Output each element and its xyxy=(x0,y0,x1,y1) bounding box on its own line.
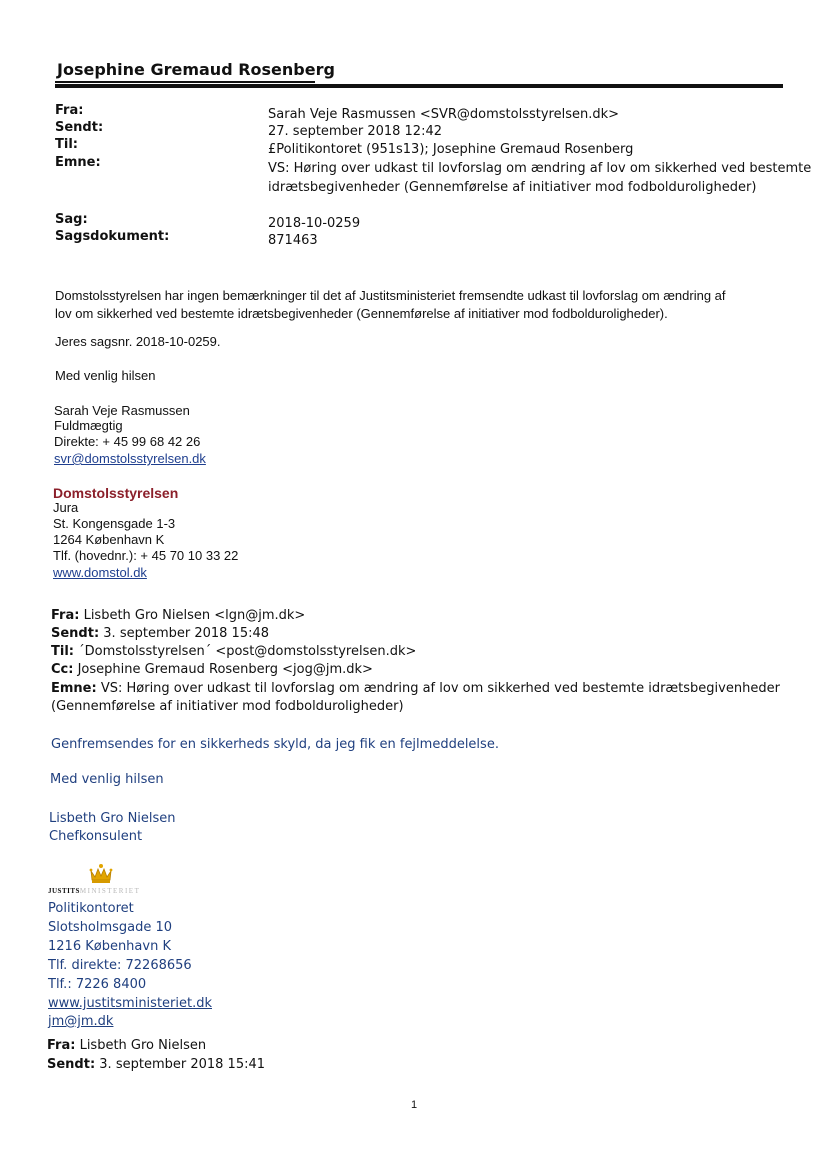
greeting: Med venlig hilsen xyxy=(55,368,156,383)
case-label: Sag: xyxy=(55,212,88,227)
forward-subject-line-1: Emne: VS: Høring over udkast til lovforslag om ændring af lov om sikkerhed ved bestemte idrætsbegivenheder xyxy=(51,681,780,696)
forward-greeting: Med venlig hilsen xyxy=(50,772,164,787)
forward-cc: Cc: Josephine Gremaud Rosenberg <jog@jm.dk> xyxy=(51,662,373,677)
forward-note: Genfremsendes for en sikkerheds skyld, da jeg fik en fejlmeddelelse. xyxy=(51,737,499,752)
forward-signature-name: Lisbeth Gro Nielsen xyxy=(49,811,176,826)
forward2-from: Fra: Lisbeth Gro Nielsen xyxy=(47,1038,207,1053)
organization-phone: Tlf. (hovednr.): + 45 70 10 33 22 xyxy=(53,548,239,563)
forward-to: Til: ´Domstolsstyrelsen´ <post@domstolsstyrelsen.dk> xyxy=(51,644,417,659)
forward-subject-line-2: (Gennemførelse af initiativer mod fodbolduroligheder) xyxy=(51,699,404,714)
ministry-department: Politikontoret xyxy=(48,901,134,916)
case-value: 2018-10-0259 xyxy=(268,216,361,231)
organization-address-1: St. Kongensgade 1-3 xyxy=(53,516,176,531)
organization-website-link[interactable]: www.domstol.dk xyxy=(53,565,147,580)
forward-signature-title: Chefkonsulent xyxy=(49,829,143,844)
case-document-label: Sagsdokument: xyxy=(55,229,170,244)
from-value: Sarah Veje Rasmussen <SVR@domstolsstyrelsen.dk> xyxy=(268,107,620,122)
forward-sent: Sendt: 3. september 2018 15:48 xyxy=(51,626,270,641)
subject-line-2: idrætsbegivenheder (Gennemførelse af initiativer mod fodbolduroligheder) xyxy=(268,180,757,195)
ministry-address-1: Slotsholmsgade 10 xyxy=(48,920,173,935)
to-value: £Politikontoret (951s13); Josephine Gremaud Rosenberg xyxy=(268,142,634,157)
body-para-1-line-2: lov om sikkerhed ved bestemte idrætsbegivenheder (Gennemførelse af initiativer mod fodbolduroligheder). xyxy=(55,306,668,321)
ministry-website-link[interactable]: www.justitsministeriet.dk xyxy=(48,996,212,1011)
to-label: Til: xyxy=(55,137,78,152)
subject-label: Emne: xyxy=(55,155,101,170)
sent-value: 27. september 2018 12:42 xyxy=(268,124,442,139)
page-number: 1 xyxy=(410,1099,418,1111)
signature-phone: Direkte: + 45 99 68 42 26 xyxy=(54,434,201,449)
organization-name: Domstolsstyrelsen xyxy=(53,485,179,501)
page-title: Josephine Gremaud Rosenberg xyxy=(57,60,335,79)
crown-icon xyxy=(88,863,114,885)
header-rule xyxy=(55,84,783,88)
subject-line-1: VS: Høring over udkast til lovforslag om ændring af lov om sikkerhed ved bestemte xyxy=(268,161,812,176)
signature-email-link[interactable]: svr@domstolsstyrelsen.dk xyxy=(54,451,206,466)
signature-title: Fuldmægtig xyxy=(54,418,123,433)
ministry-phone: Tlf.: 7226 8400 xyxy=(48,977,147,992)
ministry-address-2: 1216 København K xyxy=(48,939,171,954)
header-rule-thin xyxy=(55,81,315,83)
forward2-sent: Sendt: 3. september 2018 15:41 xyxy=(47,1057,266,1072)
organization-address-2: 1264 København K xyxy=(53,532,165,547)
body-para-2: Jeres sagsnr. 2018-10-0259. xyxy=(55,334,221,349)
body-para-1-line-1: Domstolsstyrelsen har ingen bemærkninger til det af Justitsministeriet fremsendte udkast til lovforslag om ændring af xyxy=(55,288,726,303)
organization-department: Jura xyxy=(53,500,79,515)
case-document-value: 871463 xyxy=(268,233,318,248)
ministry-phone-direct: Tlf. direkte: 72268656 xyxy=(48,958,192,973)
signature-name: Sarah Veje Rasmussen xyxy=(54,403,190,418)
sent-label: Sendt: xyxy=(55,120,104,135)
forward-from: Fra: Lisbeth Gro Nielsen <lgn@jm.dk> xyxy=(51,608,306,623)
ministry-email-link[interactable]: jm@jm.dk xyxy=(48,1014,114,1029)
ministry-logo-text: JUSTITSMINISTERIET xyxy=(48,887,141,895)
from-label: Fra: xyxy=(55,103,84,118)
